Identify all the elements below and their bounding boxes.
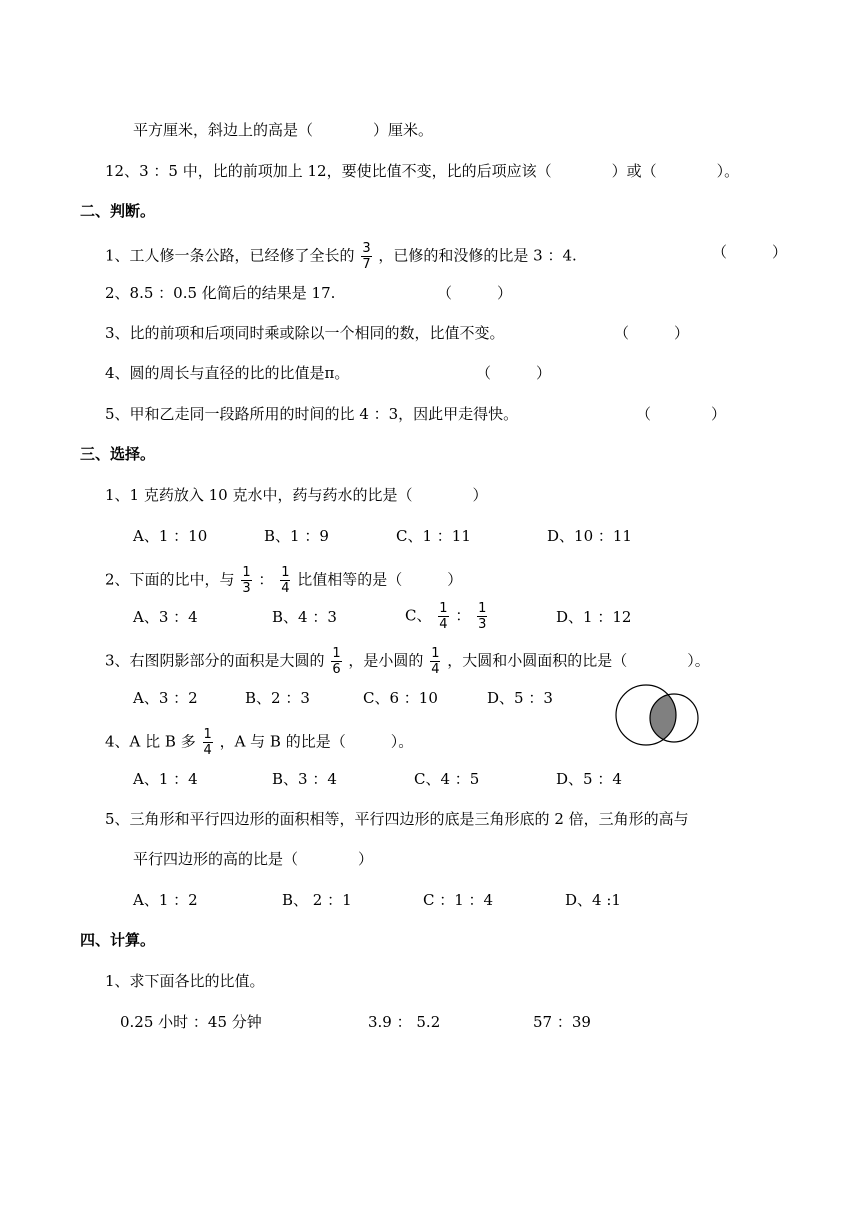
question-choice-3: [105, 647, 710, 676]
question-choice-4: [105, 728, 413, 757]
option-d[interactable]: D、5 ：3: [487, 689, 553, 707]
question-text: 3、右图阴影部分的面积是大圆的: [105, 651, 325, 670]
option-b[interactable]: B、4 ：3: [272, 608, 337, 626]
question-judge-2: 2、8.5 ：0.5 化简后的结果是 17.: [105, 284, 336, 302]
answer-paren[interactable]: （ ）: [476, 364, 552, 382]
fraction: $\frac{1}{6}$: [332, 646, 341, 677]
option-b[interactable]: B、2 ：3: [245, 689, 310, 707]
section-heading: 二、判断。: [80, 202, 156, 220]
option-a[interactable]: A、3 ：2: [133, 689, 198, 707]
option-b[interactable]: B、1 ：9: [264, 527, 329, 545]
question-choice-2: [105, 566, 462, 595]
calc-item: 0.25 小时 ：45 分钟: [120, 1013, 262, 1031]
option-d[interactable]: D、10 ：11: [547, 527, 632, 545]
option-c[interactable]: C、6 ：10: [363, 689, 438, 707]
option-a[interactable]: A、3 ：4: [133, 608, 198, 626]
answer-paren[interactable]: （ ）: [437, 284, 513, 302]
question-text: ，已修的和没修的比是 3 ：4.: [378, 246, 577, 265]
fraction: $\frac{3}{7}$: [362, 241, 371, 272]
question-judge-3: 3、比的前项和后项同时乘或除以一个相同的数，比值不变。: [105, 324, 505, 342]
question-text: ，大圆和小圆面积的比是（ ）。: [447, 651, 710, 670]
question-judge-5: 5、甲和乙走同一段路所用的时间的比 4 ：3，因此甲走得快。: [105, 405, 519, 423]
question-text: 2、下面的比中，与: [105, 570, 235, 589]
fraction: $\frac{1}{4}$: [203, 727, 212, 758]
calc-item: 3.9 ： 5.2: [368, 1013, 441, 1031]
question-text: 4、A 比 B 多: [105, 732, 196, 751]
question-choice-1: 1、1 克药放入 10 克水中，药与药水的比是（ ）: [105, 486, 488, 504]
question-choice-5-cont: 平行四边形的高的比是（ ）: [133, 850, 374, 868]
question-text: ，A 与 B 的比是（ ）。: [219, 732, 414, 751]
option-c[interactable]: C、1 ：11: [396, 527, 471, 545]
option-b[interactable]: B、 2 ：1: [282, 891, 352, 909]
fraction: $\frac{1}{4}$: [281, 565, 290, 596]
fraction: $\frac{1}{4}$: [431, 646, 440, 677]
question-text: ，是小圆的: [348, 651, 424, 670]
answer-paren[interactable]: （ ）: [614, 324, 690, 342]
text-line: 平方厘米，斜边上的高是（ ）厘米。: [133, 121, 434, 139]
section-heading: 三、选择。: [80, 445, 156, 463]
option-d[interactable]: D、1 ：12: [556, 608, 632, 626]
fraction: $\frac{1}{3}$: [242, 565, 251, 596]
section-heading: 四、计算。: [80, 931, 156, 949]
option-c[interactable]: C、4 ：5: [414, 770, 480, 788]
question-text: 1、工人修一条公路，已经修了全长的: [105, 246, 355, 265]
answer-paren[interactable]: （ ）: [712, 243, 788, 261]
option-d[interactable]: D、4 :1: [565, 891, 621, 909]
question-judge-1: [105, 242, 577, 271]
option-d[interactable]: D、5 ：4: [556, 770, 622, 788]
option-c[interactable]: C、 $\frac{1}{4}$ ： $\frac{1}{3}$: [405, 601, 487, 632]
option-c[interactable]: C ：1 ：4: [423, 891, 494, 909]
fraction: $\frac{1}{3}$: [478, 601, 487, 632]
option-a[interactable]: A、1 ：10: [133, 527, 208, 545]
question-calc-1: 1、求下面各比的比值。: [105, 972, 265, 990]
answer-paren[interactable]: （ ）: [636, 405, 727, 423]
option-a[interactable]: A、1 ：4: [133, 770, 198, 788]
text-line: 12、3 ：5 中，比的前项加上 12，要使比值不变，比的后项应该（ ）或（ ）。: [105, 162, 740, 180]
question-text: 比值相等的是（ ）: [297, 570, 463, 589]
overlapping-circles-diagram: [612, 683, 712, 747]
fraction: $\frac{1}{4}$: [439, 601, 448, 632]
ratio-colon: ：: [258, 570, 274, 589]
question-choice-5: 5、三角形和平行四边形的面积相等，平行四边形的底是三角形底的 2 倍，三角形的高与: [105, 810, 689, 828]
question-judge-4: 4、圆的周长与直径的比的比值是π。: [105, 364, 350, 382]
option-b[interactable]: B、3 ：4: [272, 770, 337, 788]
calc-item: 57 ：39: [533, 1013, 591, 1031]
option-a[interactable]: A、1 ：2: [133, 891, 198, 909]
